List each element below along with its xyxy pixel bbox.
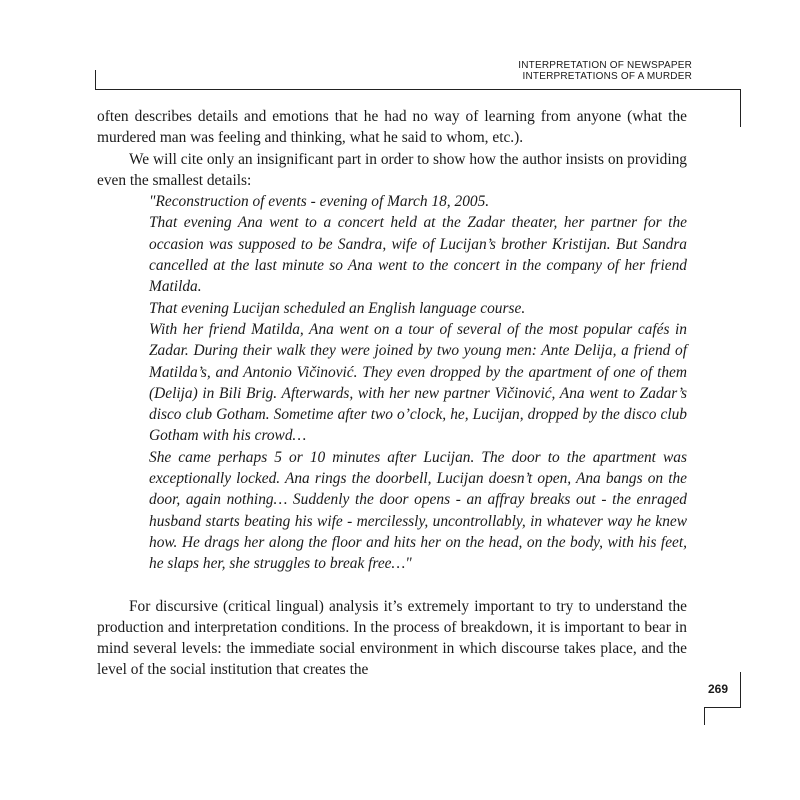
quote-paragraph: She came perhaps 5 or 10 minutes after Lucijan. The door to the apartment was exceptionally locked. Ana rings the doorbell, Lucijan doesn’t open, Ana bangs on the door, again nothing… Suddenly the door opens - an affray breaks out - the enraged husband starts beating his wife - mercilessly, uncontrollably, in whatever way he knew how. He drags her along the floor and hits her on the head, on the body, with his feet, he slaps her, she struggles to break free…" <box>149 448 687 573</box>
quote-paragraph: With her friend Matilda, Ana went on a tour of several of the most popular cafés in Zadar. During their walk they were joined by two young men: Ante Delija, a friend of Matilda’s, and Antonio Vičinović. They even dropped by the apartment of one of them (Delija) in Bili Brig. Afterwards, with her new partner Vičinović, Ana went to Zadar’s disco club Gotham. Sometime after two o’clock, he, Lucijan, dropped by the disco club Gotham with his crowd… <box>149 320 687 445</box>
quote-line: "Reconstruction of events - evening of March 18, 2005. <box>149 193 490 211</box>
header-rule-right-vertical <box>740 89 741 127</box>
header-line-1: INTERPRETATION OF NEWSPAPER <box>518 60 692 71</box>
header-line-2: INTERPRETATIONS OF A MURDER <box>522 71 692 82</box>
header-rule-horizontal <box>95 89 741 90</box>
paragraph: For discursive (critical lingual) analysis it’s extremely important to try to understand the production and interpretation conditions. In the process of breakdown, it is important to bear in mind several levels: the immediate social environment in which discourse takes place, and the level of the social institution that creates the <box>97 597 687 679</box>
paragraph-spacer <box>97 575 687 596</box>
page-number-rule-left-vertical <box>704 707 705 725</box>
quote-line: That evening Lucijan scheduled an English language course. <box>149 299 526 317</box>
block-quote <box>149 191 687 574</box>
paragraph: often describes details and emotions that he had no way of learning from anyone (what the murdered man was feeling and thinking, what he said to whom, etc.). <box>97 108 687 147</box>
header-rule-left-vertical <box>95 70 96 90</box>
paragraph: We will cite only an insignificant part in order to show how the author insists on providing even the smallest details: <box>97 150 687 189</box>
running-header <box>518 60 692 82</box>
page-number: 269 <box>708 682 729 696</box>
quote-paragraph: That evening Ana went to a concert held at the Zadar theater, her partner for the occasion was supposed to be Sandra, wife of Lucijan’s brother Kristijan. But Sandra cancelled at the last minute so Ana went to the concert in the company of her friend Matilda. <box>149 214 687 296</box>
page-number-rule-horizontal <box>704 707 741 708</box>
body-text <box>97 106 687 681</box>
page-number-rule-right-vertical <box>740 672 741 708</box>
